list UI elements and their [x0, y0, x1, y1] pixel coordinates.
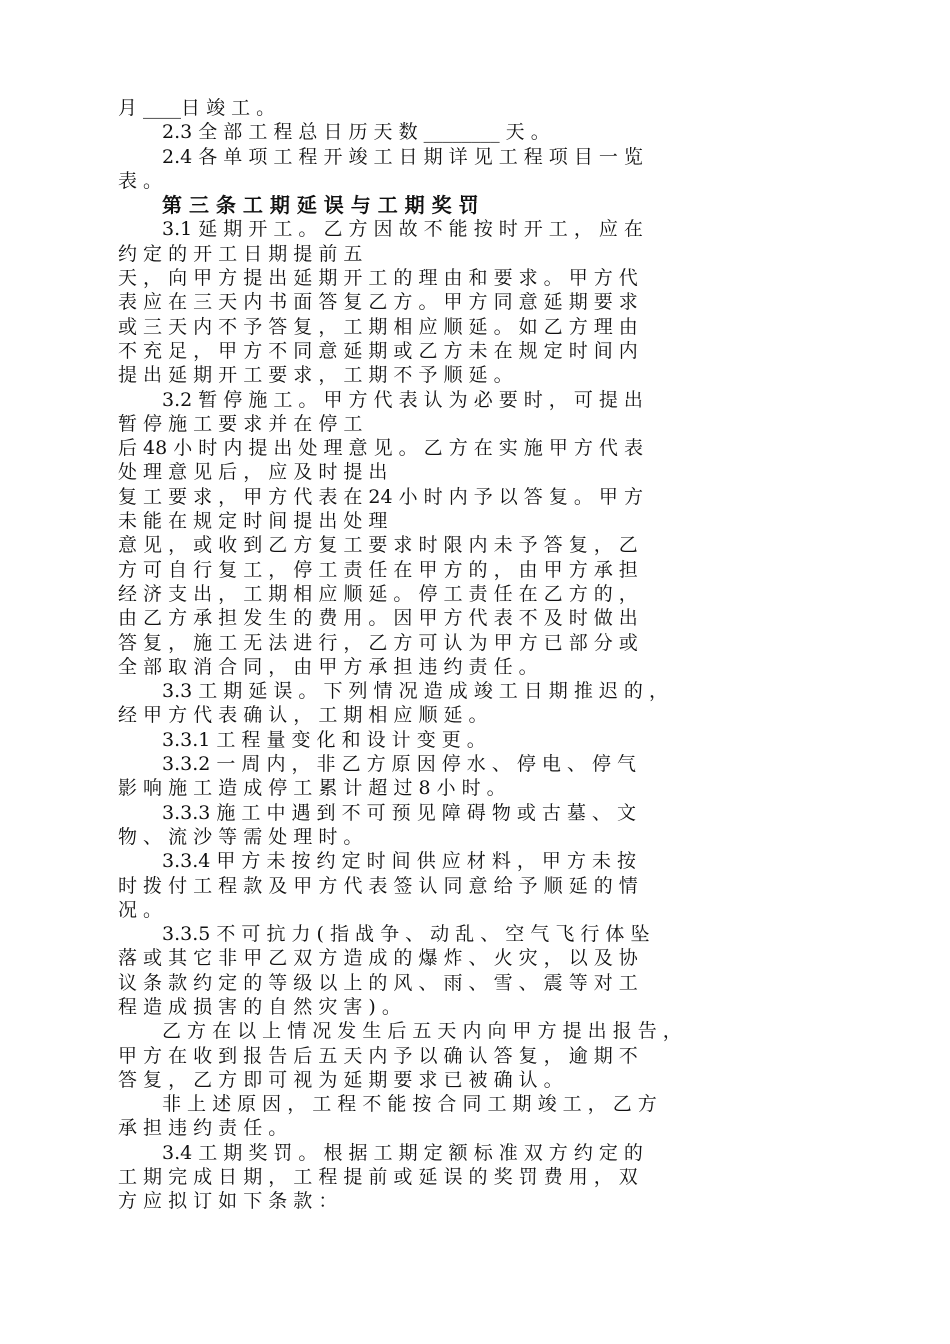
text-line-content: 未 能 在 规 定 时 间 提 出 处 理: [118, 510, 388, 533]
section-heading-text: 第 三 条 工 期 延 误 与 工 期 奖 罚: [162, 193, 479, 218]
text-line: [118, 679, 830, 703]
text-line-content: 暂 停 施 工 要 求 并 在 停 工: [118, 412, 363, 435]
text-line: [118, 266, 830, 290]
text-line-content: 月 ____日 竣 工 。: [118, 97, 276, 119]
text-line: [118, 169, 830, 193]
text-line: [118, 874, 830, 898]
text-line: [118, 1116, 830, 1140]
text-line-content: 3.3.5 不 可 抗 力 ( 指 战 争 、 动 乱 、 空 气 飞 行 体 坠: [162, 923, 650, 946]
text-line-content: 乙 方 在 以 上 情 况 发 生 后 五 天 内 向 甲 方 提 出 报 告 ，: [162, 1020, 682, 1043]
text-line: [118, 728, 830, 752]
text-line: [118, 558, 830, 582]
text-line: [118, 290, 830, 314]
text-line-content: 3.4 工 期 奖 罚 。 根 据 工 期 定 额 标 准 双 方 约 定 的: [162, 1141, 643, 1164]
text-line: [118, 412, 830, 436]
text-line: [118, 898, 830, 922]
text-line: [118, 1189, 830, 1213]
text-line-content: 3.3.4 甲 方 未 按 约 定 时 间 供 应 材 料 ， 甲 方 未 按: [162, 850, 637, 873]
text-line: [118, 776, 830, 800]
text-line: [118, 752, 830, 776]
text-line-content: 落 或 其 它 非 甲 乙 双 方 造 成 的 爆 炸 、 火 灾 ， 以 及 协: [118, 947, 638, 970]
text-line-content: 2.4 各 单 项 工 程 开 竣 工 日 期 详 见 工 程 项 目 一 览: [162, 145, 643, 168]
text-line: [118, 509, 830, 533]
text-line-content: 方 应 拟 订 如 下 条 款 ：: [118, 1190, 338, 1213]
text-line-content: 影 响 施 工 造 成 停 工 累 计 超 过 8 小 时 。: [118, 777, 506, 800]
text-line: [118, 995, 830, 1019]
text-line-content: 由 乙 方 承 担 发 生 的 费 用 。 因 甲 方 代 表 不 及 时 做 出: [118, 607, 638, 630]
document-page: [118, 96, 830, 1214]
text-line-content: 答 复 ， 施 工 无 法 进 行 ， 乙 方 可 认 为 甲 方 已 部 分 或: [118, 631, 638, 654]
text-line: [118, 946, 830, 970]
text-line-content: 答 复 ， 乙 方 即 可 视 为 延 期 要 求 已 被 确 认 。: [118, 1068, 563, 1091]
text-line-content: 表 。: [118, 169, 163, 192]
text-line-content: 2.3 全 部 工 程 总 日 历 天 数 ________ 天 。: [162, 121, 550, 144]
text-line-content: 3.2 暂 停 施 工 。 甲 方 代 表 认 为 必 要 时 ， 可 提 出: [162, 388, 643, 411]
text-line: [118, 1165, 830, 1189]
text-line: [118, 145, 830, 169]
text-line: [118, 801, 830, 825]
text-line-content: 3.3 工 期 延 误 。 下 列 情 况 造 成 竣 工 日 期 推 迟 的 ，: [162, 680, 668, 703]
text-line-content: 工 期 完 成 日 期 ， 工 程 提 前 或 延 误 的 奖 罚 费 用 ， 双: [118, 1166, 638, 1189]
text-line: [118, 1044, 830, 1068]
text-line: [118, 485, 830, 509]
text-line-content: 议 条 款 约 定 的 等 级 以 上 的 风 、 雨 、 雪 、 震 等 对 工: [118, 971, 638, 994]
text-line: [118, 339, 830, 363]
text-line-content: 非 上 述 原 因 ， 工 程 不 能 按 合 同 工 期 竣 工 ， 乙 方: [162, 1093, 657, 1116]
text-line-content: 复 工 要 求 ， 甲 方 代 表 在 24 小 时 内 予 以 答 复 。 甲 方: [118, 485, 643, 508]
text-line-content: 物 、 流 沙 等 需 处 理 时 。: [118, 825, 363, 848]
text-line: [118, 120, 830, 144]
text-line: [118, 436, 830, 460]
text-line: [118, 460, 830, 484]
text-line: [118, 1092, 830, 1116]
text-line-content: 不 充 足 ， 甲 方 不 同 意 延 期 或 乙 方 未 在 规 定 时 间 内: [118, 339, 638, 362]
text-line: [118, 242, 830, 266]
text-line: [118, 96, 830, 120]
text-line-content: 天 ， 向 甲 方 提 出 延 期 开 工 的 理 由 和 要 求 。 甲 方 代: [118, 267, 638, 290]
text-line-content: 方 可 自 行 复 工 ， 停 工 责 任 在 甲 方 的 ， 由 甲 方 承 担: [118, 558, 638, 581]
text-line-content: 3.3.2 一 周 内 ， 非 乙 方 原 因 停 水 、 停 电 、 停 气: [162, 753, 637, 776]
text-line: [118, 971, 830, 995]
text-line-content: 甲 方 在 收 到 报 告 后 五 天 内 予 以 确 认 答 复 ， 逾 期 不: [118, 1044, 638, 1067]
text-line: [118, 849, 830, 873]
text-line-content: 况 。: [118, 898, 163, 921]
text-line-content: 处 理 意 见 后 ， 应 及 时 提 出: [118, 461, 388, 484]
text-line-content: 3.1 延 期 开 工 。 乙 方 因 故 不 能 按 时 开 工 ， 应 在: [162, 218, 643, 241]
text-line: [118, 363, 830, 387]
text-line-content: 意 见 ， 或 收 到 乙 方 复 工 要 求 时 限 内 未 予 答 复 ， 乙: [118, 534, 638, 557]
text-line: [118, 922, 830, 946]
text-line-content: 经 济 支 出 ， 工 期 相 应 顺 延 。 停 工 责 任 在 乙 方 的 ，: [118, 582, 638, 605]
text-line-content: 承 担 违 约 责 任 。: [118, 1117, 288, 1140]
text-line-content: 或 三 天 内 不 予 答 复 ， 工 期 相 应 顺 延 。 如 乙 方 理 由: [118, 315, 638, 338]
text-line: [118, 1068, 830, 1092]
text-line-content: 全 部 取 消 合 同 ， 由 甲 方 承 担 违 约 责 任 。: [118, 655, 538, 678]
text-line-content: 3.3.3 施 工 中 遇 到 不 可 预 见 障 碍 物 或 古 墓 、 文: [162, 801, 637, 824]
text-line: [118, 533, 830, 557]
text-line-content: 程 造 成 损 害 的 自 然 灾 害 ) 。: [118, 995, 401, 1018]
text-line: [118, 606, 830, 630]
section-heading: [118, 193, 830, 217]
text-line: [118, 1141, 830, 1165]
text-line: [118, 315, 830, 339]
text-line-content: 后 48 小 时 内 提 出 处 理 意 见 。 乙 方 在 实 施 甲 方 代 表: [118, 437, 643, 460]
text-line: [118, 388, 830, 412]
text-line-content: 3.3.1 工 程 量 变 化 和 设 计 变 更 。: [162, 728, 486, 751]
text-line-content: 时 拨 付 工 程 款 及 甲 方 代 表 签 认 同 意 给 予 顺 延 的 情: [118, 874, 638, 897]
text-line: [118, 655, 830, 679]
text-line: [118, 825, 830, 849]
text-line-content: 经 甲 方 代 表 确 认 ， 工 期 相 应 顺 延 。: [118, 704, 488, 727]
text-line: [118, 631, 830, 655]
text-line-content: 表 应 在 三 天 内 书 面 答 复 乙 方 。 甲 方 同 意 延 期 要 求: [118, 291, 638, 314]
text-line-content: 约 定 的 开 工 日 期 提 前 五: [118, 242, 363, 265]
text-line: [118, 703, 830, 727]
text-line-content: 提 出 延 期 开 工 要 求 ， 工 期 不 予 顺 延 。: [118, 364, 513, 387]
text-line: [118, 1019, 830, 1043]
text-line: [118, 582, 830, 606]
text-line: [118, 217, 830, 241]
